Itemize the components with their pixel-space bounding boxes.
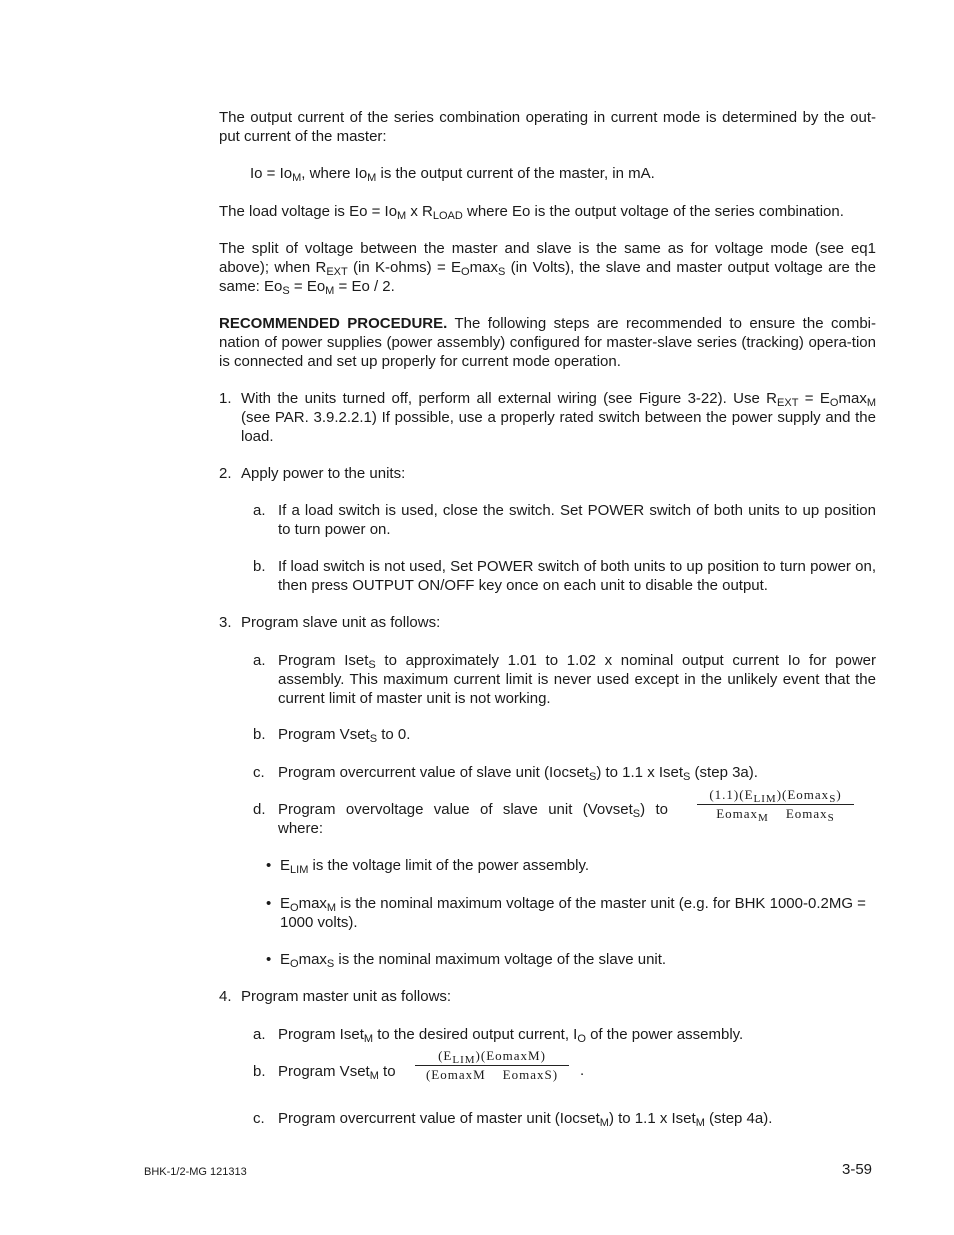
formula-denominator: Eomax$_M$ Eomax$_S$: [716, 806, 835, 824]
step-3a: a. Program Iset$_S$ to approximately 1.01 to 1.02 x nominal output current Io for power assembly. This maximum current limit is never used except in the unlikely event that the current limit of master unit is not working.: [253, 652, 876, 707]
step-3: 3. Program slave unit as follows:: [219, 614, 441, 631]
document-id: BHK-1/2-MG 121313: [144, 1166, 247, 1178]
formula-numerator: $(E_{LIM})(EomaxM)$: [438, 1048, 546, 1066]
step-3c: c. Program overcurrent value of slave unit (Iocset$_S$) to 1.1 x Iset$_S$ (step 3a).: [253, 764, 758, 783]
formula-denominator: (EomaxM EomaxS): [425, 1067, 559, 1082]
step-2: 2. Apply power to the units:: [219, 465, 406, 482]
load-voltage-paragraph: The load voltage is $Eo = Io_M$ x $R_{LOAD}$ where Eo is the output voltage of the series combination.: [219, 203, 844, 222]
io-equation: $Io = Io_M$, where $Io_M$ is the output current of the master, in mA.: [250, 165, 655, 184]
bullet-eomax-slave: • $E_O\max_S$ is the nominal maximum voltage of the slave unit.: [266, 951, 667, 970]
formula-numerator: $(1.1)(E_{LIM})(Eomax_S)$: [709, 787, 842, 805]
page-number: 3-59: [842, 1161, 873, 1178]
step-2b: b. If load switch is not used, Set POWER switch of both units to up position to turn power on, then press OUTPUT ON/OFF key once on each unit to disable the output.: [253, 558, 876, 594]
step-1: 1. With the units turned off, perform all external wiring (see Figure 3-22). Use $R_{EXT} = E_O\max_M$ (see PAR. 3.9.2.2.1) If possible, use a properly rated switch between the power supply and the load.: [219, 390, 876, 445]
step-3d: d. Program overvoltage value of slave unit (Vovset$_S$) to where:: [253, 801, 668, 837]
intro-paragraph: The output current of the series combination operating in current mode is determined by the out-put current of the master:: [219, 109, 876, 145]
recommended-procedure-paragraph: RECOMMENDED PROCEDURE. The following steps are recommended to ensure the combi-nation of power supplies (power assembly) configured for master-slave series (tracking) opera-tion is connected and set up properly for current mode operation.: [219, 315, 876, 370]
step-4a: a. Program Iset$_M$ to the desired output current, $I_O$ of the power assembly.: [253, 1026, 744, 1045]
step-4: 4. Program master unit as follows:: [219, 988, 452, 1005]
fraction-bar: [415, 1065, 569, 1066]
bullet-eomax-master: • $E_O\max_M$ is the nominal maximum voltage of the master unit (e.g. for BHK 1000-0.2MG = 1000 volts).: [266, 895, 866, 931]
step-4b: b. Program Vset$_M$ to: [253, 1063, 396, 1082]
bullet-elim: • $E_{LIM}$ is the voltage limit of the power assembly.: [266, 857, 590, 876]
overvoltage-formula: [697, 787, 854, 822]
step-3b: b. Program Vset$_S$ to 0.: [253, 726, 411, 745]
vset-master-formula: [415, 1048, 569, 1083]
step-4c: c. Program overcurrent value of master unit (Iocset$_M$) to 1.1 x Iset$_M$ (step 4a).: [253, 1110, 773, 1129]
step-2a: a. If a load switch is used, close the switch. Set POWER switch of both units to up position to turn power on.: [253, 502, 876, 538]
formula-period: .: [580, 1062, 585, 1079]
voltage-split-paragraph: The split of voltage between the master and slave is the same as for voltage mode (see eq1 above); when $R_{EXT}$ (in K-ohms) = $E_O\max_S$ (in Volts), the slave and master output voltage are the same: $Eo_S = Eo_M = Eo / 2$.: [219, 240, 876, 297]
